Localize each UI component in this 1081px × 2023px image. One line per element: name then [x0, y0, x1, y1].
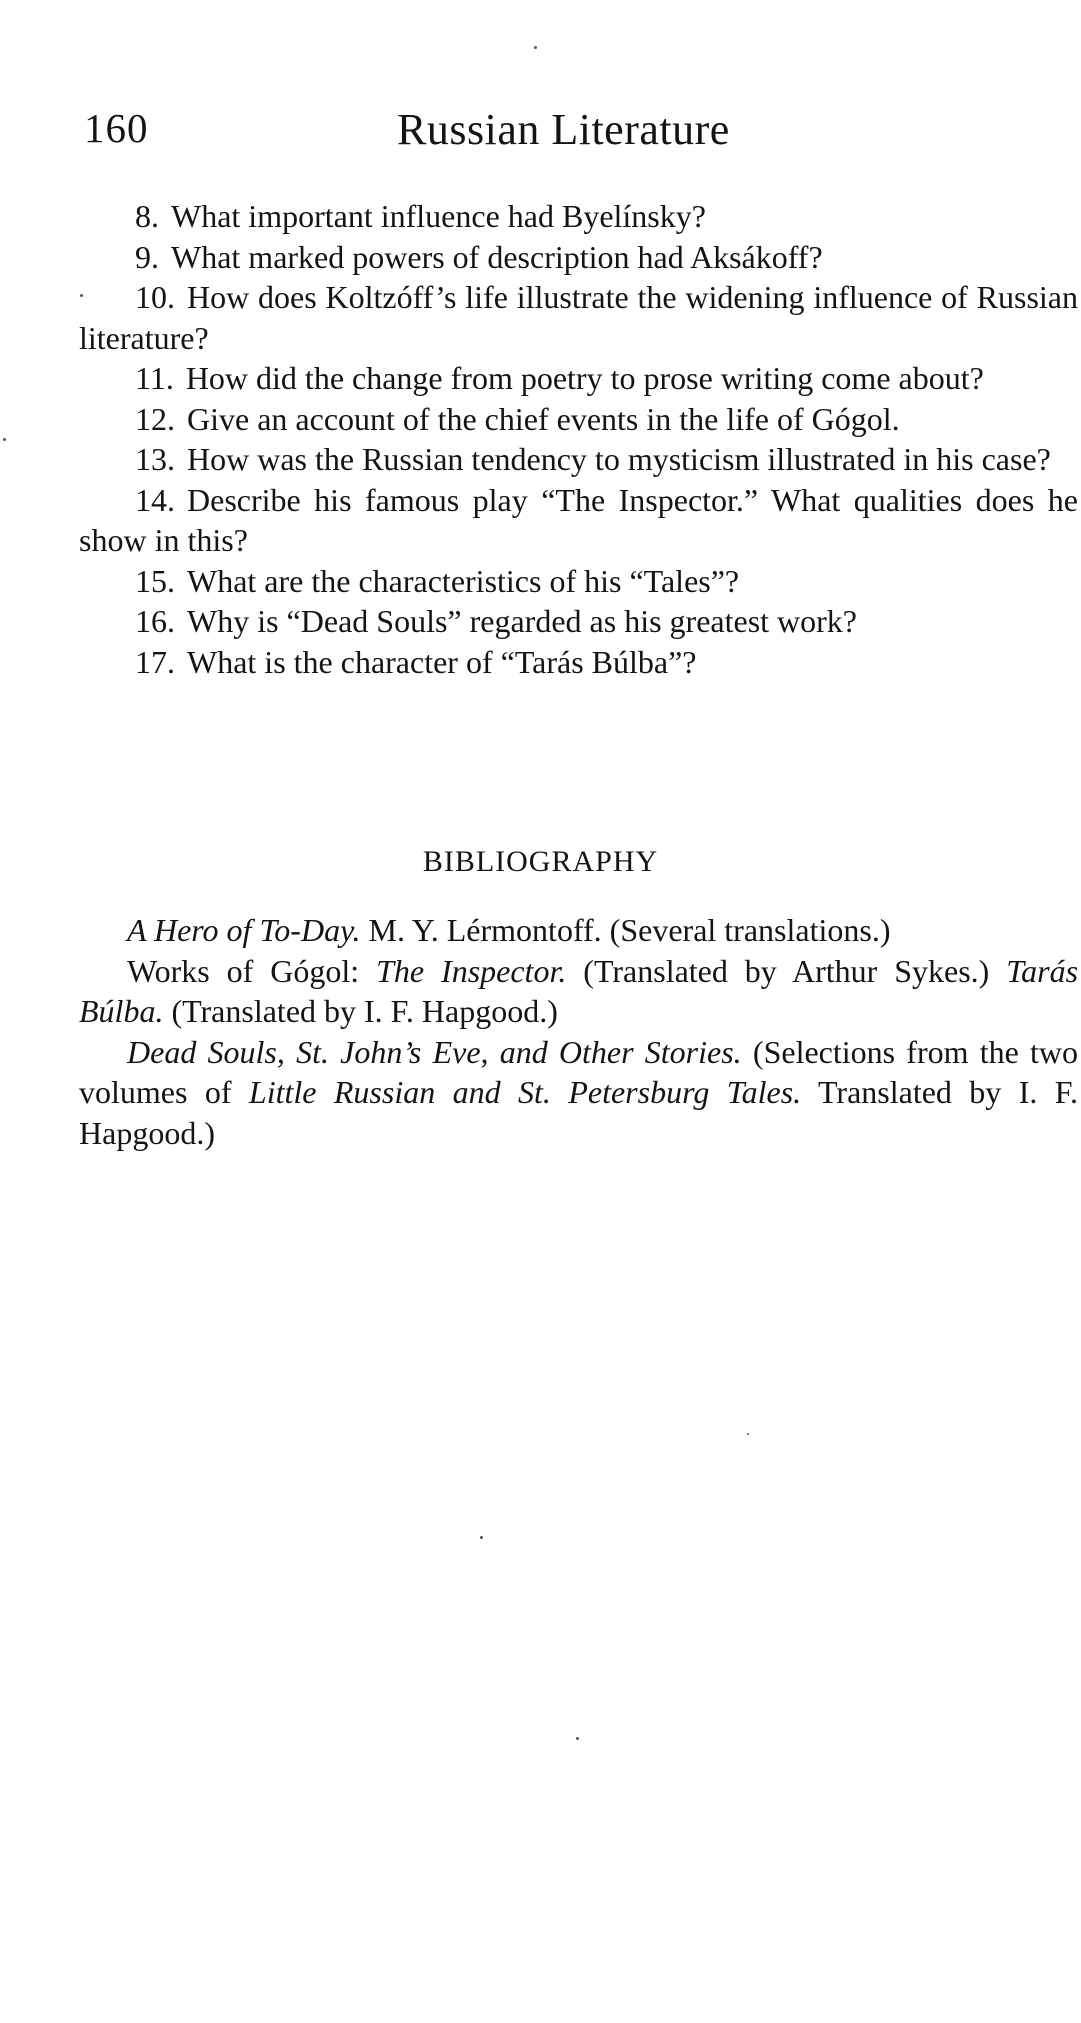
question-item — [79, 480, 1078, 561]
question-number: 17. — [135, 643, 175, 680]
question-text: What are the characteristics of his “Tales”? — [187, 562, 740, 599]
question-item — [79, 561, 1078, 602]
question-item — [79, 358, 1078, 399]
print-speck — [747, 1433, 749, 1435]
bibliography-entry — [79, 910, 1078, 951]
entry-details: (Translated by I. F. Hapgood.) — [171, 993, 558, 1029]
question-text: How was the Russian tendency to mysticism illustrated in his case? — [187, 441, 1051, 477]
bibliography-entry — [79, 1032, 1078, 1154]
question-number: 9. — [135, 238, 159, 275]
question-item — [79, 237, 1078, 278]
bibliography-section — [79, 910, 1078, 1153]
question-text: Why is “Dead Souls” regarded as his greatest work? — [187, 603, 857, 639]
running-head — [84, 100, 1079, 160]
bibliography-heading: BIBLIOGRAPHY — [422, 845, 659, 878]
question-number: 14. — [135, 481, 175, 518]
question-number: 15. — [135, 562, 175, 599]
entry-intro: Works of Gógol: — [127, 952, 360, 989]
running-title: Russian Literature — [397, 105, 730, 154]
question-number: 8. — [135, 198, 159, 234]
question-item — [79, 642, 1078, 683]
question-text: Give an account of the chief events in the life of Gógol. — [187, 400, 900, 437]
print-speck — [80, 294, 83, 297]
work-title: A Hero of To-Day. — [127, 912, 361, 948]
question-item — [79, 196, 1078, 237]
work-title: Dead Souls, St. John’s Eve, and Other Stories. — [127, 1033, 742, 1070]
print-speck — [534, 46, 537, 49]
print-speck — [480, 1536, 483, 1539]
question-item — [79, 399, 1078, 440]
question-text: Describe his famous play “The Inspector.” What qualities does he show in this? — [79, 481, 1078, 558]
entry-details: Translated by I. F. Hapgood.) — [79, 1074, 1079, 1151]
question-item — [79, 601, 1078, 642]
print-speck — [576, 1737, 579, 1740]
question-text: How did the change from poetry to prose writing come about? — [185, 360, 984, 396]
entry-details: (Selections from the two volumes of — [79, 1033, 1079, 1110]
question-number: 10. — [135, 279, 175, 315]
page-number: 160 — [84, 105, 149, 151]
question-text: What is the character of “Tarás Búlba”? — [187, 643, 697, 680]
bibliography-entry — [79, 951, 1078, 1032]
entry-details: M. Y. Lérmontoff. (Several translations.) — [368, 912, 891, 948]
question-item — [79, 439, 1078, 480]
question-number: 12. — [135, 400, 175, 437]
print-speck — [3, 438, 6, 441]
question-number: 11. — [135, 360, 174, 396]
collection-title: Little Russian and St. Petersburg Tales. — [248, 1074, 802, 1110]
question-item — [79, 277, 1078, 358]
study-questions-list — [79, 196, 1078, 682]
question-text: How does Koltzóff’s life illustrate the widening influence of Russian literature? — [79, 279, 1078, 356]
question-number: 16. — [135, 603, 175, 639]
question-text: What marked powers of description had Aksákoff? — [171, 238, 823, 275]
question-number: 13. — [135, 441, 175, 477]
work-title: Tarás Búlba. — [79, 952, 1079, 1029]
entry-details: (Translated by Arthur Sykes.) — [583, 952, 990, 989]
question-text: What important influence had Byelínsky? — [171, 198, 706, 234]
work-title: The Inspector. — [376, 952, 567, 989]
